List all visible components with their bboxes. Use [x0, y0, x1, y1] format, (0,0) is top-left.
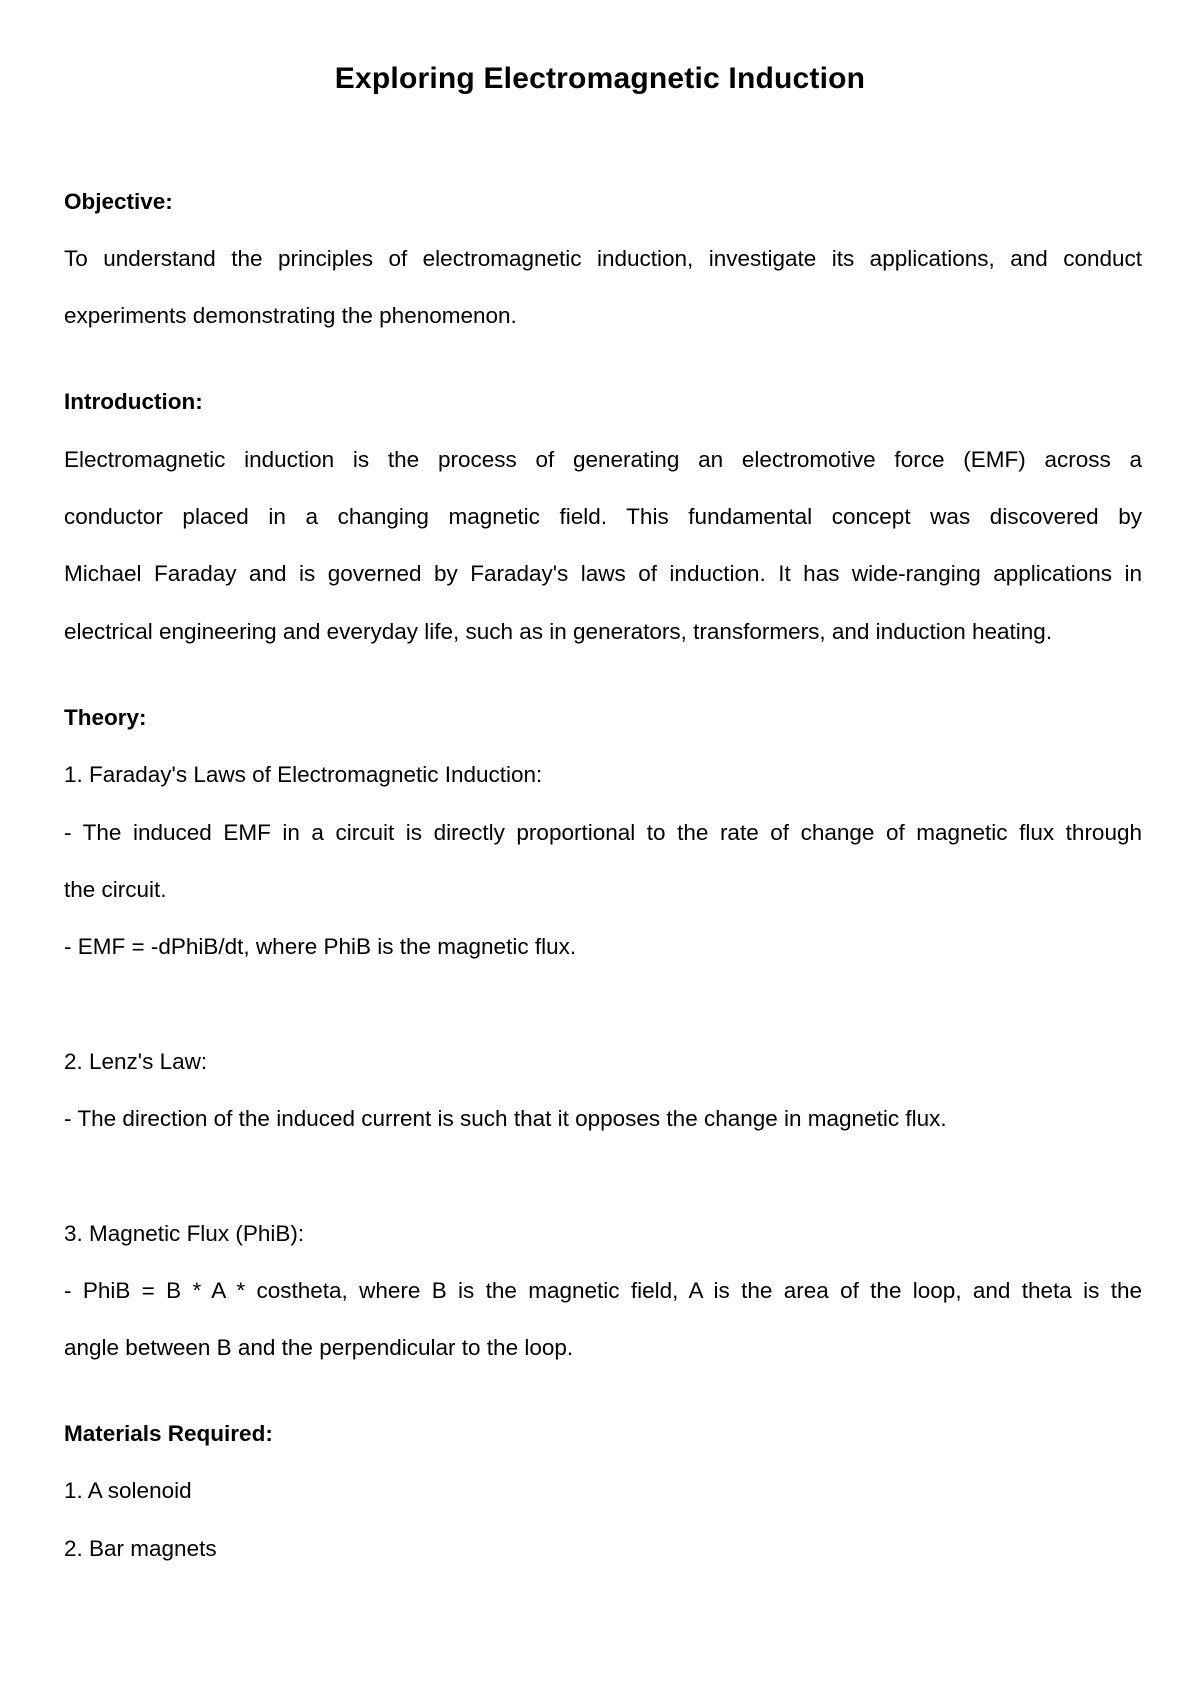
materials-item-2: 2. Bar magnets: [64, 1536, 217, 1561]
introduction-line-4: electrical engineering and everyday life, such as in generators, transformers, and induction heating.: [64, 619, 1053, 644]
introduction-line-1: Electromagnetic induction is the process of generating an electromotive force (EMF) across a: [64, 447, 1142, 472]
theory-law3-line-1: - PhiB = B * A * costheta, where B is the magnetic field, A is the area of the loop, and theta is the: [64, 1278, 1142, 1303]
introduction-heading: Introduction:: [64, 389, 203, 414]
objective-line-2: experiments demonstrating the phenomenon.: [64, 303, 517, 328]
introduction-line-2: conductor placed in a changing magnetic field. This fundamental concept was discovered by: [64, 504, 1142, 529]
materials-item-1: 1. A solenoid: [64, 1478, 192, 1503]
theory-law2-title: 2. Lenz's Law:: [64, 1049, 208, 1074]
objective-heading: Objective:: [64, 189, 173, 214]
theory-law3-title: 3. Magnetic Flux (PhiB):: [64, 1221, 305, 1246]
theory-law1-title: 1. Faraday's Laws of Electromagnetic Induction:: [64, 762, 543, 787]
materials-heading: Materials Required:: [64, 1421, 273, 1446]
theory-law1-line-3: - EMF = -dPhiB/dt, where PhiB is the magnetic flux.: [64, 934, 577, 959]
theory-law3-line-2: angle between B and the perpendicular to the loop.: [64, 1335, 574, 1360]
introduction-line-3: Michael Faraday and is governed by Faraday's laws of induction. It has wide-ranging applications in: [64, 561, 1142, 586]
theory-law2-line-1: - The direction of the induced current is such that it opposes the change in magnetic flux.: [64, 1106, 947, 1131]
theory-law1-line-2: the circuit.: [64, 877, 167, 902]
objective-line-1: To understand the principles of electromagnetic induction, investigate its applications, and conduct: [64, 246, 1142, 271]
document-title: Exploring Electromagnetic Induction: [334, 62, 866, 95]
theory-heading: Theory:: [64, 705, 147, 730]
theory-law1-line-1: - The induced EMF in a circuit is directly proportional to the rate of change of magnetic flux through: [64, 820, 1142, 845]
